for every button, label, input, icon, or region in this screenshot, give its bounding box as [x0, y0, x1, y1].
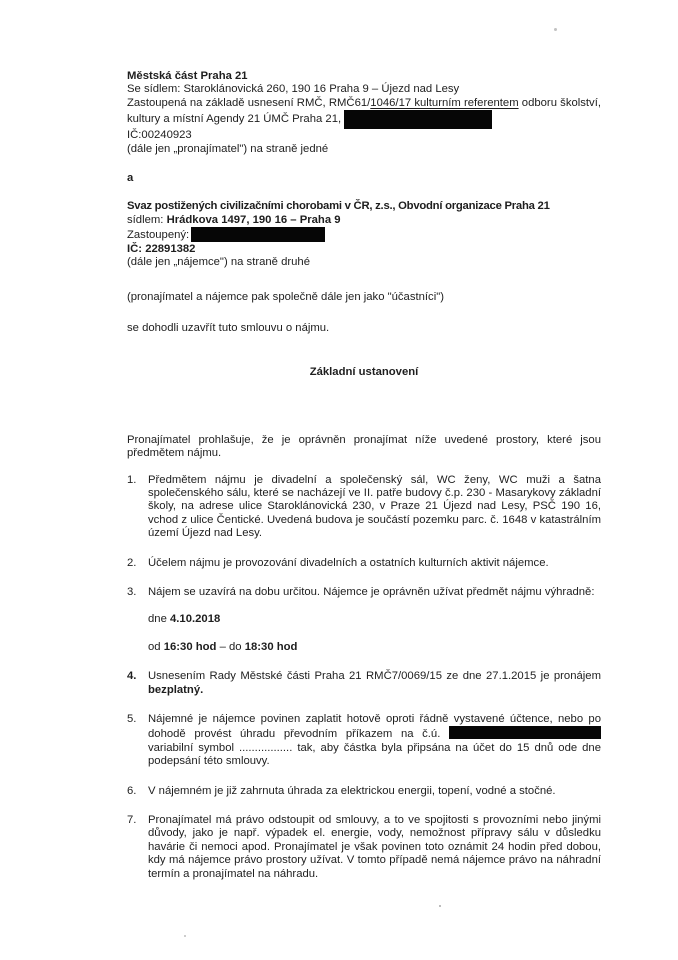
lessor-ic: IČ:00240923 [127, 129, 192, 142]
lessor-name: Městská část Praha 21 [127, 70, 248, 82]
contract-item-4 [127, 670, 601, 697]
lessee-address-value: Hrádkova 1497, 190 16 – Praha 9 [166, 213, 341, 226]
item-6-text: V nájemném je již zahrnuta úhrada za elektrickou energii, topení, vodné a stočné. [148, 784, 556, 797]
item-3-text [148, 586, 601, 654]
contract-item-6 [127, 785, 601, 798]
item-3-time-line [148, 641, 601, 654]
lessor-representation [127, 97, 601, 129]
item-4-text [148, 670, 601, 697]
scan-speck [554, 28, 557, 31]
lessee-ic-value: 22891382 [145, 242, 196, 255]
lessee-representation [127, 227, 601, 242]
lessee-ic [127, 243, 601, 256]
item-4-number: 4. [127, 670, 137, 683]
lessor-alias: (dále jen „pronajímatel") na straně jedné [127, 142, 329, 155]
redaction-box-lessee-representative [191, 227, 325, 242]
item-4-bold-tail: bezplatný. [148, 683, 204, 696]
item-3-date-line [148, 613, 601, 626]
item-5-number: 5. [127, 712, 137, 725]
item-5-text-before: Nájemné je nájemce povinen zaplatit hotově oproti řádně vystavené účtence, nebo po dohodě provést úhradu převodním příkazem na č.ú. [148, 712, 601, 741]
item-4-main-text: Usnesením Rady Městské části Praha 21 RMČ7/0069/15 ze dne 27.1.2015 je pronájem [148, 670, 601, 683]
item-3-time-separator: – do [216, 640, 245, 653]
joint-parties-clause: (pronajímatel a nájemce pak společně dále jen jako "účastníci") [127, 291, 444, 304]
item-7-number: 7. [127, 814, 137, 826]
intro-paragraph: Pronajímatel prohlašuje, že je oprávněn pronajímat níže uvedené prostory, které jsou předmětem nájmu. [127, 433, 601, 460]
lessee-name: Svaz postižených civilizačními chorobami v ČR, z.s., Obvodní organizace Praha 21 [127, 200, 550, 213]
agreement-statement: se dohodli uzavřít tuto smlouvu o nájmu. [127, 321, 330, 334]
item-2-number: 2. [127, 556, 137, 569]
lessor-representation-tail: odboru školství, kultury a místní Agendy 21 ÚMČ Praha 21, [127, 96, 601, 126]
lessee-address-label: sídlem: [127, 213, 167, 226]
item-3-date-prefix: dne [148, 613, 170, 626]
item-2-text: Účelem nájmu je provozování divadelních a ostatních kulturních aktivit nájemce. [148, 556, 549, 569]
lessor-representation-underlined: 1046/17 kulturním referentem [370, 96, 519, 109]
scan-speck [184, 935, 186, 937]
contract-item-2 [127, 557, 601, 570]
item-6-number: 6. [127, 784, 137, 797]
scan-speck [439, 905, 441, 907]
contract-item-1 [127, 474, 601, 541]
conjunction-a: a [127, 172, 134, 185]
party-lessee-block [127, 200, 601, 269]
item-3-main-text: Nájem se uzavírá na dobu určitou. Nájemce je oprávněn užívat předmět nájmu výhradně: [148, 585, 595, 598]
contract-item-7 [127, 814, 601, 881]
lessor-address: Se sídlem: Staroklánovická 260, 190 16 Praha 9 – Újezd nad Lesy [127, 83, 460, 96]
contract-item-3 [127, 586, 601, 654]
lessee-ic-label: IČ: [127, 242, 146, 255]
party-lessor-block [127, 70, 601, 156]
section-title: Základní ustanovení [309, 366, 419, 379]
lessee-address [127, 214, 601, 227]
item-1-number: 1. [127, 473, 137, 486]
item-1-text: Předmětem nájmu je divadelní a společenský sál, WC ženy, WC muži a šatna společenského sálu, které se nacházejí ve II. patře budovy č.p. 230 - Masarykovy základní školy, na adrese ulice Staroklánovická 230, v Praze 21 Újezd nad Lesy, PSČ 190 16, vchod z ulice Čentické. Uvedená budova je součástí pozemku parc. č. 1648 v katastrálním území Újezd nad Lesy. [148, 473, 601, 540]
lessee-alias: (dále jen „nájemce") na straně druhé [127, 256, 310, 269]
item-3-time-from: 16:30 hod [163, 640, 217, 653]
item-3-number: 3. [127, 585, 137, 598]
lessee-representation-label: Zastoupený: [127, 229, 190, 242]
redaction-box-lessor-representative [344, 110, 492, 129]
item-7-text: Pronajímatel má právo odstoupit od smlouvy, a to ve spojitosti s provozními nebo jinými důvody, jako je např. výpadek el. energie, vody, nemožnost přípravy sálu v důsledku havárie či nemoci apod. Pronajímatel je však povinen toto oznámit 24 hodin před dobou, kdy má nájemce právo prostory užívat. V tomto případě nemá nájemce právo na náhradní termín a pronajímatel na náhradu. [148, 814, 601, 880]
item-5-text-after: variabilní symbol ................. tak, aby částka byla připsána na účet do 15 dnů ode dne podepsání této smlouvy. [148, 741, 601, 768]
contract-item-5 [127, 713, 601, 769]
redaction-box-bank-account [449, 726, 601, 739]
item-3-time-prefix: od [148, 640, 164, 653]
item-3-date-value: 4.10.2018 [170, 613, 221, 626]
lessor-representation-text: Zastoupená na základě usnesení RMČ, RMČ61/ [127, 96, 371, 109]
item-5-text [148, 713, 601, 769]
item-3-time-to: 18:30 hod [244, 640, 298, 653]
